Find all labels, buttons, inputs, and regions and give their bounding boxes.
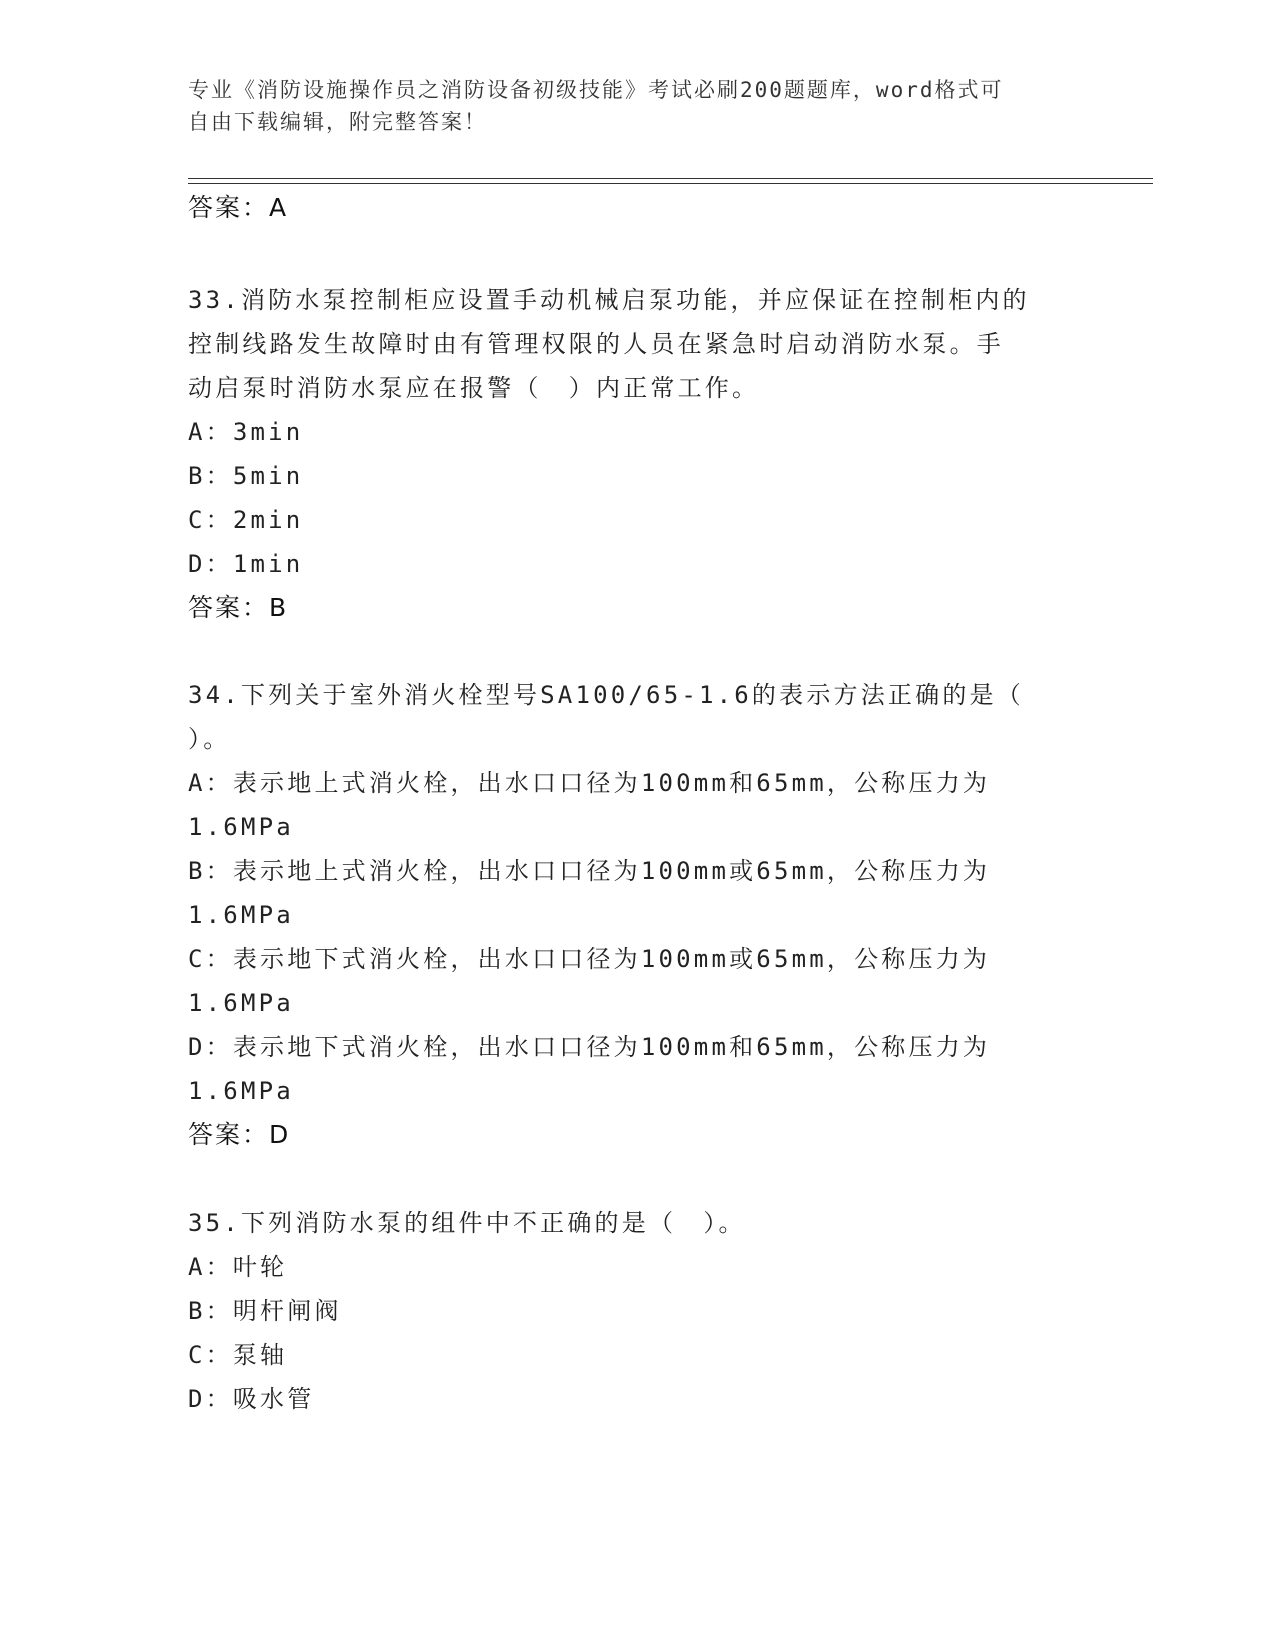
document-header bbox=[188, 74, 1088, 138]
answer-line: 答案：D bbox=[188, 1120, 291, 1149]
option-c: C：表示地下式消火栓，出水口口径为100mm或65mm，公称压力为 bbox=[188, 945, 991, 973]
header-divider-top bbox=[188, 178, 1153, 179]
option-d: D：吸水管 bbox=[188, 1385, 315, 1413]
question-stem-line: 33.消防水泵控制柜应设置手动机械启泵功能，并应保证在控制柜内的 bbox=[188, 286, 1030, 314]
question-stem-line: 34.下列关于室外消火栓型号SA100/65-1.6的表示方法正确的是（ bbox=[188, 681, 1024, 709]
option-c-continued: 1.6MPa bbox=[188, 989, 294, 1017]
option-b: B：明杆闸阀 bbox=[188, 1297, 342, 1325]
option-c: C：泵轴 bbox=[188, 1341, 288, 1369]
answer-line: 答案：A bbox=[188, 193, 289, 222]
option-b: B：5min bbox=[188, 462, 304, 490]
header-divider-bottom bbox=[188, 183, 1153, 184]
header-line-1: 专业《消防设施操作员之消防设备初级技能》考试必刷200题题库，word格式可 bbox=[188, 78, 1004, 102]
header-line-2: 自由下载编辑，附完整答案！ bbox=[188, 110, 487, 134]
question-stem-line: 动启泵时消防水泵应在报警（ ）内正常工作。 bbox=[188, 374, 760, 402]
option-d-continued: 1.6MPa bbox=[188, 1077, 294, 1105]
question-stem-line: 控制线路发生故障时由有管理权限的人员在紧急时启动消防水泵。手 bbox=[188, 330, 1004, 358]
option-a: A：3min bbox=[188, 418, 304, 446]
option-a: A：叶轮 bbox=[188, 1253, 288, 1281]
option-a-continued: 1.6MPa bbox=[188, 813, 294, 841]
option-a: A：表示地上式消火栓，出水口口径为100mm和65mm，公称压力为 bbox=[188, 769, 991, 797]
option-b-continued: 1.6MPa bbox=[188, 901, 294, 929]
question-stem-line: 35.下列消防水泵的组件中不正确的是（ ）。 bbox=[188, 1209, 746, 1237]
option-c: C：2min bbox=[188, 506, 304, 534]
option-b: B：表示地上式消火栓，出水口口径为100mm或65mm，公称压力为 bbox=[188, 857, 991, 885]
answer-line: 答案：B bbox=[188, 593, 289, 622]
question-stem-line: ）。 bbox=[188, 725, 231, 753]
option-d: D：1min bbox=[188, 550, 304, 578]
option-d: D：表示地下式消火栓，出水口口径为100mm和65mm，公称压力为 bbox=[188, 1033, 991, 1061]
